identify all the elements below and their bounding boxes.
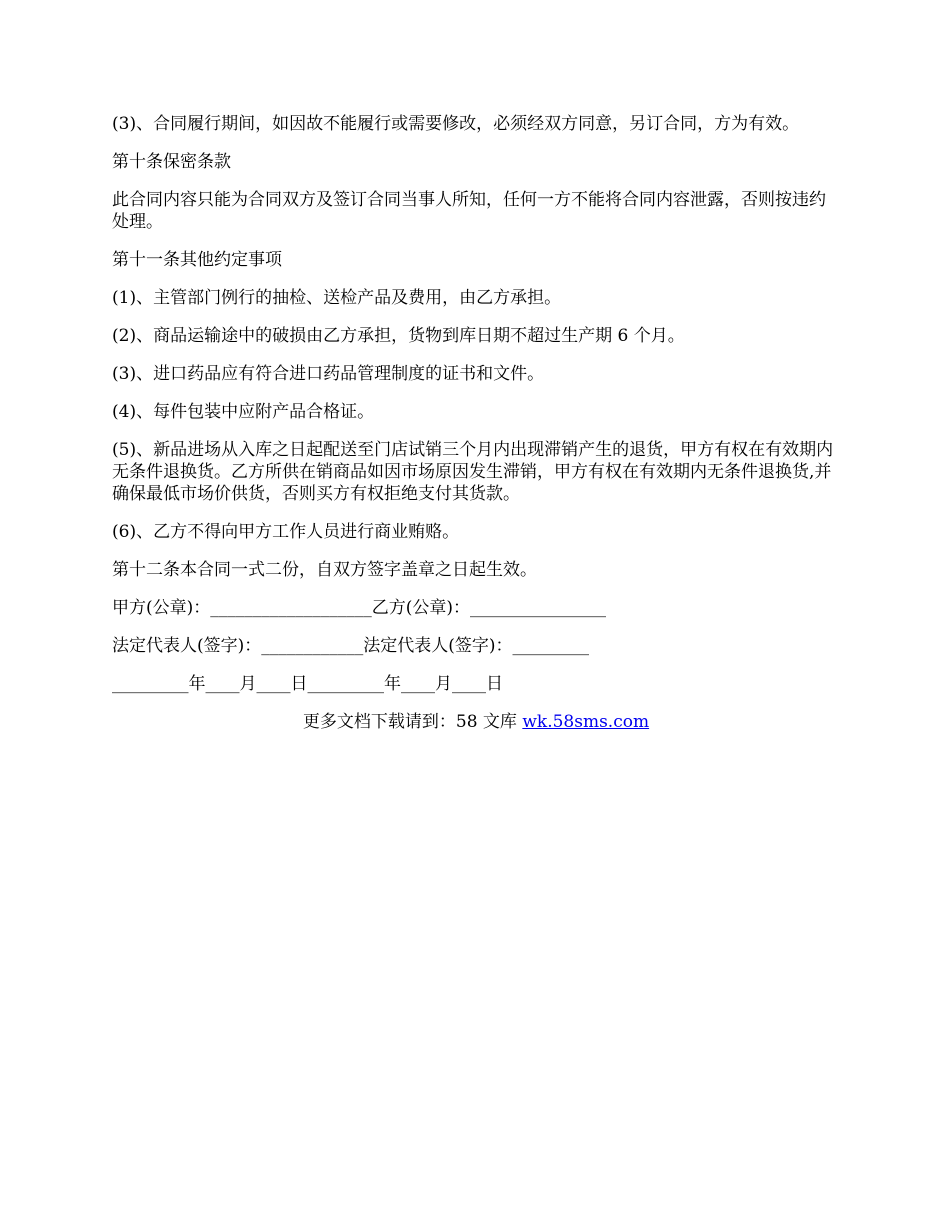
paragraph-term-6-bribery: (6)、乙方不得向甲方工作人员进行商业贿赂。 [112,522,460,542]
paragraph-term-3-imported-drugs: (3)、进口药品应有符合进口药品管理制度的证书和文件。 [112,364,545,384]
footer-text: 更多文档下载请到：58 文库 [302,712,523,732]
signature-line-dates: _________年____月____日_________年____月____日 [112,674,503,694]
paragraph-term-1-inspection: (1)、主管部门例行的抽检、送检产品及费用，由乙方承担。 [112,288,562,308]
signature-line-representatives: 法定代表人(签字)：____________法定代表人(签字)：_________ [112,636,590,656]
heading-article-12-effective: 第十二条本合同一式二份，自双方签字盖章之日起生效。 [112,560,537,580]
paragraph-term-2-transport: (2)、商品运输途中的破损由乙方承担，货物到库日期不超过生产期 6 个月。 [112,326,685,346]
paragraph-clause-3-modification: (3)、合同履行期间，如因故不能履行或需要修改，必须经双方同意，另订合同，方为有效。 [112,114,800,134]
paragraph-term-4-certificate: (4)、每件包装中应附产品合格证。 [112,402,375,422]
heading-article-10-confidentiality: 第十条保密条款 [112,152,231,172]
document-body [112,113,840,733]
footer-link[interactable]: wk.58sms.com [522,712,650,732]
heading-article-11-other-terms: 第十一条其他约定事项 [112,250,282,270]
footer-download-note [112,711,840,733]
paragraph-confidentiality: 此合同内容只能为合同双方及签订合同当事人所知，任何一方不能将合同内容泄露，否则按违约处理。 [112,190,826,232]
paragraph-term-5-returns: (5)、新品进场从入库之日起配送至门店试销三个月内出现滞销产生的退货，甲方有权在有效期内无条件退换货。乙方所供在销商品如因市场原因发生滞销，甲方有权在有效期内无条件退换货,并确保最低市场价供货，否则买方有权拒绝支付其货款。 [112,440,834,504]
signature-line-seals: 甲方(公章)：___________________乙方(公章)：________________ [112,598,607,618]
